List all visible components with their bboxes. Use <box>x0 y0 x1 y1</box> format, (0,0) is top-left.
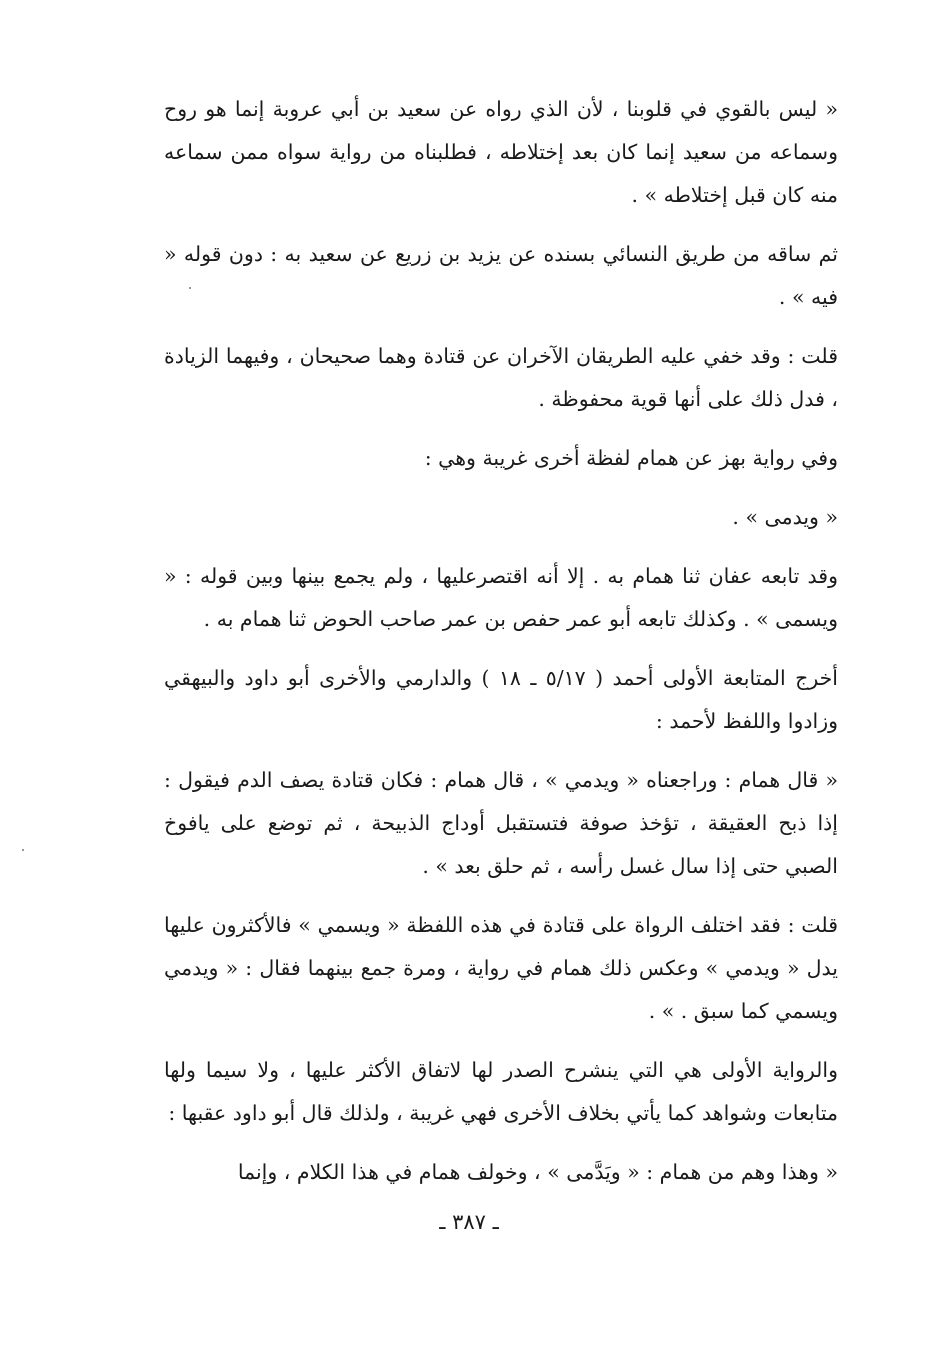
scan-speck <box>22 849 24 851</box>
paragraph-2: ثم ساقه من طريق النسائي بسنده عن يزيد بن زريع عن سعيد به : دون قوله « فيه » . <box>164 242 838 309</box>
page-number: ـ ٣٨٧ ـ <box>439 1210 499 1234</box>
paragraph-1: « ليس بالقوي في قلوبنا ، لأن الذي رواه عن سعيد بن أبي عروبة إنما هو روح وسماعه من سعيد إنما كان بعد إختلاطه ، فطلبناه من رواية سواه ممن سماعه منه كان قبل إختلاطه » . <box>164 97 838 207</box>
paragraph-6: وقد تابعه عفان ثنا همام به . إلا أنه اقتصرعليها ، ولم يجمع بينها وبين قوله : « ويسمى » . وكذلك تابعه أبو عمر حفص بن عمر صاحب الحوض ثنا همام به . <box>164 564 838 631</box>
paragraph-8: « قال همام : وراجعناه « ويدمي » ، قال همام : فكان قتادة يصف الدم فيقول : إذا ذبح العقيقة ، تؤخذ صوفة فتستقبل أوداج الذبيحة ، ثم توضع على يافوخ الصبي حتى إذا سال غسل رأسه ، ثم حلق بعد » . <box>164 768 838 878</box>
paragraph-5: « ويدمى » . <box>732 505 838 529</box>
paragraph-9: قلت : فقد اختلف الرواة على قتادة في هذه اللفظة « ويسمي » فالأكثرون عليها يدل « ويدمي » وعكس ذلك همام في رواية ، ومرة جمع بينهما فقال : « ويدمي ويسمي كما سبق . » . <box>164 913 838 1023</box>
paragraph-10: والرواية الأولى هي التي ينشرح الصدر لها لاتفاق الأكثر عليها ، ولا سيما ولها متابعات وشواهد كما يأتي بخلاف الأخرى فهي غريبة ، ولذلك قال أبو داود عقبها : <box>164 1058 838 1125</box>
body-text <box>164 88 838 1210</box>
paragraph-11: « وهذا وهم من همام : « ويَدَّمى » ، وخولف همام في هذا الكلام ، وإنما <box>237 1160 838 1184</box>
paragraph-3: قلت : وقد خفي عليه الطريقان الآخران عن قتادة وهما صحيحان ، وفيهما الزيادة ، فدل ذلك على أنها قوية محفوظة . <box>164 344 838 411</box>
scan-speck <box>189 287 191 289</box>
paragraph-7: أخرج المتابعة الأولى أحمد ( ٥/١٧ ـ ١٨ ) والدارمي والأخرى أبو داود والبيهقي وزادوا واللفظ لأحمد : <box>164 666 838 733</box>
paragraph-4: وفي رواية بهز عن همام لفظة أخرى غريبة وهي : <box>424 446 838 470</box>
